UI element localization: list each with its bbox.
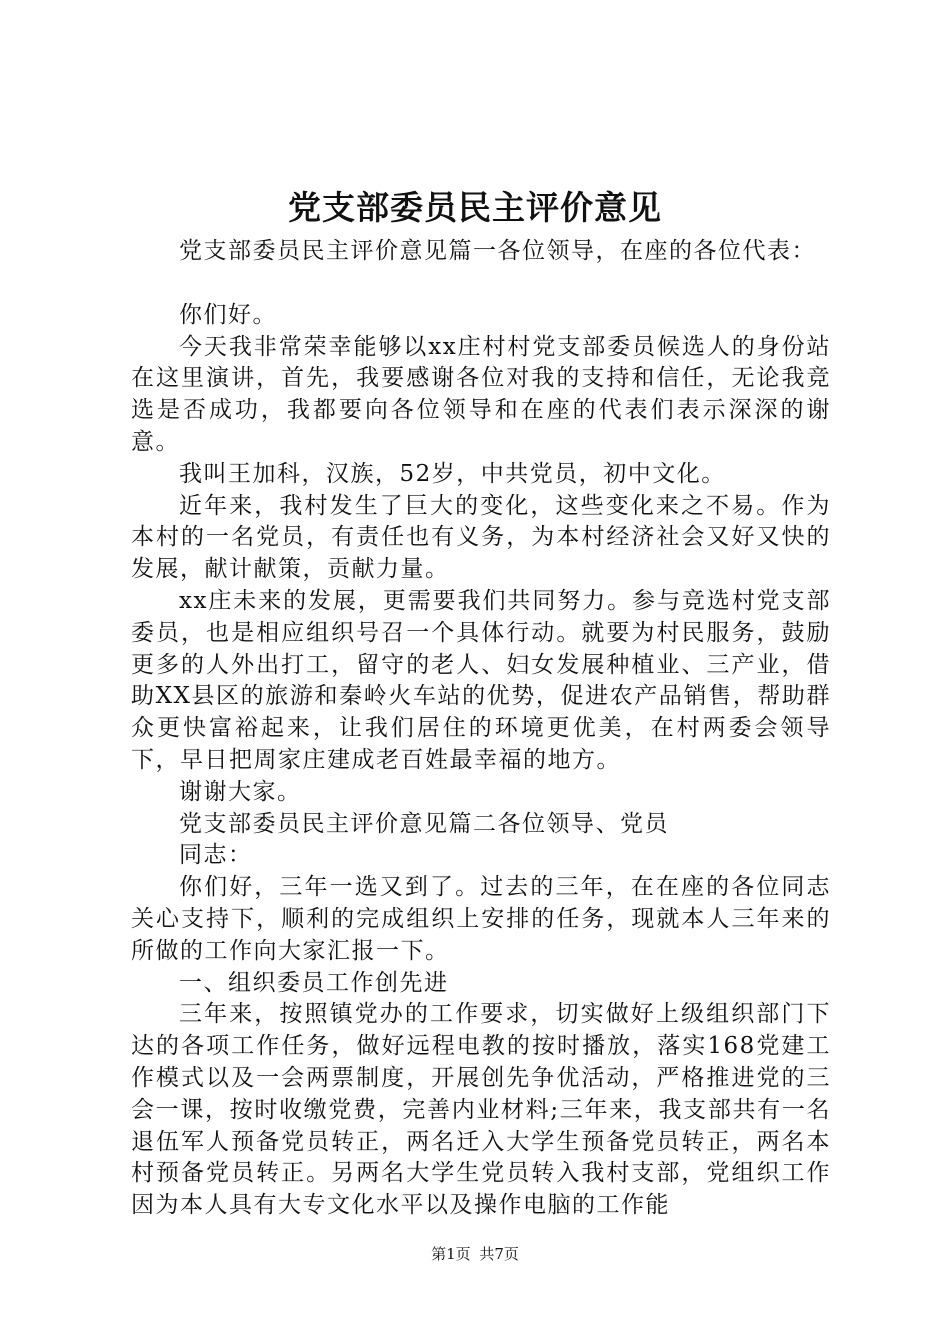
paragraph-9: 同志： bbox=[179, 842, 253, 869]
paragraph-3: 今天我非常荣幸能够以xx庄村村党支部委员候选人的身份站在这里演讲，首先，我要感谢各位对我的支持和信任，无论我竞选是否成功，我都要向各位领导和在座的代表们表示深深的谢意。 bbox=[131, 333, 831, 455]
page-footer: 第1页 共7页 bbox=[431, 1245, 519, 1263]
section-heading: 一、组织委员工作创先进 bbox=[179, 969, 449, 996]
paragraph-5: 近年来，我村发生了巨大的变化，这些变化来之不易。作为本村的一名党员，有责任也有义务，为本村经济社会又好又快的发展，献计献策，贡献力量。 bbox=[131, 492, 831, 583]
document-title: 党支部委员民主评价意见 bbox=[288, 188, 662, 227]
paragraph-6: xx庄未来的发展，更需要我们共同努力。参与竞选村党支部委员，也是相应组织号召一个具体行动。就要为村民服务，鼓励更多的人外出打工，留守的老人、妇女发展种植业、三产业，借助XX县区的旅游和秦岭火车站的优势，促进农产品销售，帮助群众更快富裕起来，让我们居住的环境更优美，在村两委会领导下，早日把周家庄建成老百姓最幸福的地方。 bbox=[131, 587, 831, 773]
paragraph-1: 党支部委员民主评价意见篇一各位领导，在座的各位代表： bbox=[179, 238, 816, 264]
paragraph-8: 党支部委员民主评价意见篇二各位领导、党员 bbox=[179, 810, 669, 837]
paragraph-7: 谢谢大家。 bbox=[179, 778, 302, 805]
paragraph-10: 你们好，三年一选又到了。过去的三年，在在座的各位同志关心支持下，顺利的完成组织上安排的任务，现就本人三年来的所做的工作向大家汇报一下。 bbox=[131, 874, 831, 964]
paragraph-2: 你们好。 bbox=[179, 301, 277, 328]
document-body bbox=[131, 236, 831, 1222]
paragraph-4: 我叫王加科，汉族，52岁，中共党员，初中文化。 bbox=[179, 460, 726, 487]
paragraph-12: 三年来，按照镇党办的工作要求，切实做好上级组织部门下达的各项工作任务，做好远程电教的按时播放，落实168党建工作模式以及一会两票制度，开展创先争优活动，严格推进党的三会一课，按时收缴党费，完善内业材料;三年来，我支部共有一名退伍军人预备党员转正，两名迁入大学生预备党员转正，两名本村预备党员转正。另两名大学生党员转入我村支部，党组织工作因为本人具有大专文化水平以及操作电脑的工作能 bbox=[131, 1001, 831, 1219]
